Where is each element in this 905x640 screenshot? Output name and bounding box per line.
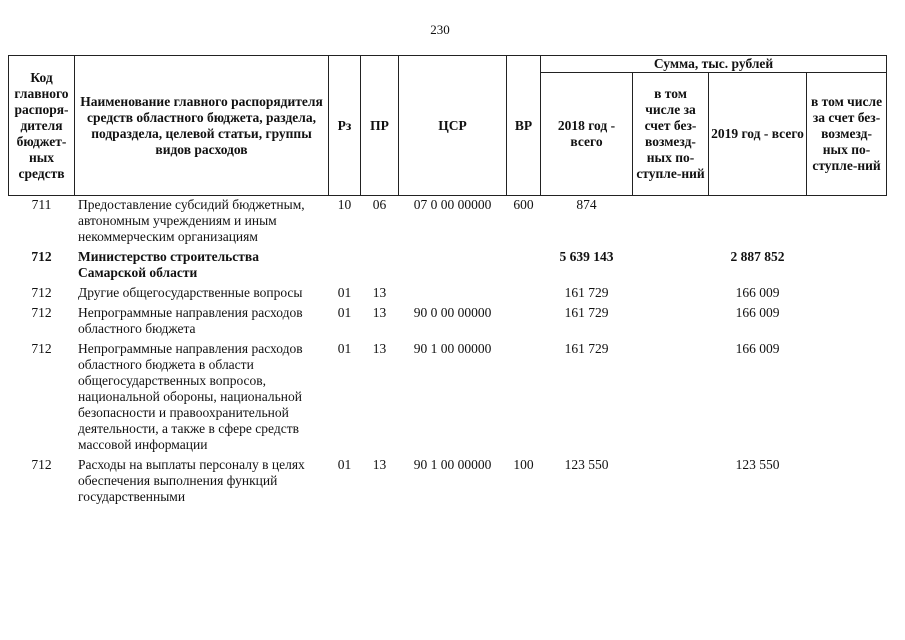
cell-2019-total: 166 009: [735, 285, 780, 300]
page-number: 230: [430, 22, 450, 37]
table-row: [9, 283, 887, 303]
cell-csr: 90 1 00 00000: [413, 341, 492, 356]
cell-pr: 13: [372, 305, 387, 320]
cell-csr: [399, 283, 507, 303]
header-vr: ВР: [507, 56, 541, 196]
cell-2018-free: [633, 247, 709, 283]
cell-name: Министерство строительства Самарской области: [78, 249, 259, 280]
cell-2019-total: 166 009: [735, 341, 780, 356]
cell-2019-total: 166 009: [735, 305, 780, 320]
cell-vr: 100: [513, 457, 534, 472]
header-2019-total: 2019 год - всего: [709, 73, 807, 196]
cell-pr: [361, 247, 399, 283]
cell-code: 712: [31, 457, 52, 472]
cell-pr: 13: [372, 341, 387, 356]
cell-2019-free: [807, 303, 887, 339]
cell-2018-total: 5 639 143: [559, 249, 614, 264]
header-sum: Сумма, тыс. рублей: [541, 56, 887, 73]
table-row: [9, 303, 887, 339]
table-row: [9, 339, 887, 455]
cell-name: Расходы на выплаты персоналу в целях обеспечения выполнения функций государственными: [78, 457, 305, 504]
cell-code: 712: [31, 285, 52, 300]
cell-rz: 01: [337, 341, 352, 356]
cell-code: 712: [31, 305, 52, 320]
cell-2019-free: [807, 455, 887, 507]
cell-2019-free: [807, 339, 887, 455]
cell-name: Непрограммные направления расходов областного бюджета: [78, 305, 303, 336]
cell-2019-free: [807, 247, 887, 283]
cell-2018-total: 161 729: [564, 341, 609, 356]
header-name: Наименование главного распорядителя средств областного бюджета, раздела, подраздела, целевой статьи, группы видов расходов: [75, 56, 329, 196]
cell-code: 712: [31, 249, 52, 264]
header-2019-free: в том числе за счет без-возмезд-ных по-ступле-ний: [807, 73, 887, 196]
cell-2018-total: 123 550: [564, 457, 609, 472]
cell-2018-free: [633, 303, 709, 339]
cell-2018-free: [633, 196, 709, 248]
table-row: [9, 247, 887, 283]
cell-pr: 13: [372, 457, 387, 472]
cell-2019-free: [807, 283, 887, 303]
cell-pr: 06: [372, 197, 387, 212]
cell-2018-total: 874: [576, 197, 597, 212]
header-rz: Рз: [329, 56, 361, 196]
cell-rz: 01: [337, 305, 352, 320]
cell-2018-free: [633, 455, 709, 507]
header-code: Код главного распоря-дителя бюджет-ных средств: [9, 56, 75, 196]
header-csr: ЦСР: [399, 56, 507, 196]
cell-vr: [507, 283, 541, 303]
cell-csr: 07 0 00 00000: [413, 197, 492, 212]
cell-csr: 90 1 00 00000: [413, 457, 492, 472]
cell-2019-total: 123 550: [735, 457, 780, 472]
budget-table: [8, 55, 887, 507]
cell-code: 712: [31, 341, 52, 356]
cell-2019-total: [709, 196, 807, 248]
cell-rz: 01: [337, 285, 352, 300]
cell-name: Непрограммные направления расходов областного бюджета в области общегосударственных вопросов, национальной обороны, национальной безопасности и правоохранительной деятельности, а также в сфере средств массовой информации: [78, 341, 303, 452]
cell-2018-total: 161 729: [564, 285, 609, 300]
cell-name: Другие общегосударственные вопросы: [78, 285, 303, 300]
cell-rz: [329, 247, 361, 283]
cell-vr: [507, 247, 541, 283]
header-2018-free: в том числе за счет без-возмезд-ных по-ступле-ний: [633, 73, 709, 196]
cell-code: 711: [31, 197, 52, 212]
cell-rz: 10: [337, 197, 352, 212]
header-pr: ПР: [361, 56, 399, 196]
cell-name: Предоставление субсидий бюджетным, автономным учреждениям и иным некоммерческим организациям: [78, 197, 305, 244]
cell-csr: 90 0 00 00000: [413, 305, 492, 320]
cell-2018-free: [633, 283, 709, 303]
table-row: [9, 196, 887, 248]
cell-pr: 13: [372, 285, 387, 300]
cell-vr: 600: [513, 197, 534, 212]
cell-2018-free: [633, 339, 709, 455]
cell-vr: [507, 339, 541, 455]
cell-csr: [399, 247, 507, 283]
cell-vr: [507, 303, 541, 339]
cell-2019-total: 2 887 852: [730, 249, 785, 264]
cell-2019-free: [807, 196, 887, 248]
cell-2018-total: 161 729: [564, 305, 609, 320]
table-row: [9, 455, 887, 507]
header-2018-total: 2018 год - всего: [541, 73, 633, 196]
cell-rz: 01: [337, 457, 352, 472]
table-header: [9, 56, 887, 196]
